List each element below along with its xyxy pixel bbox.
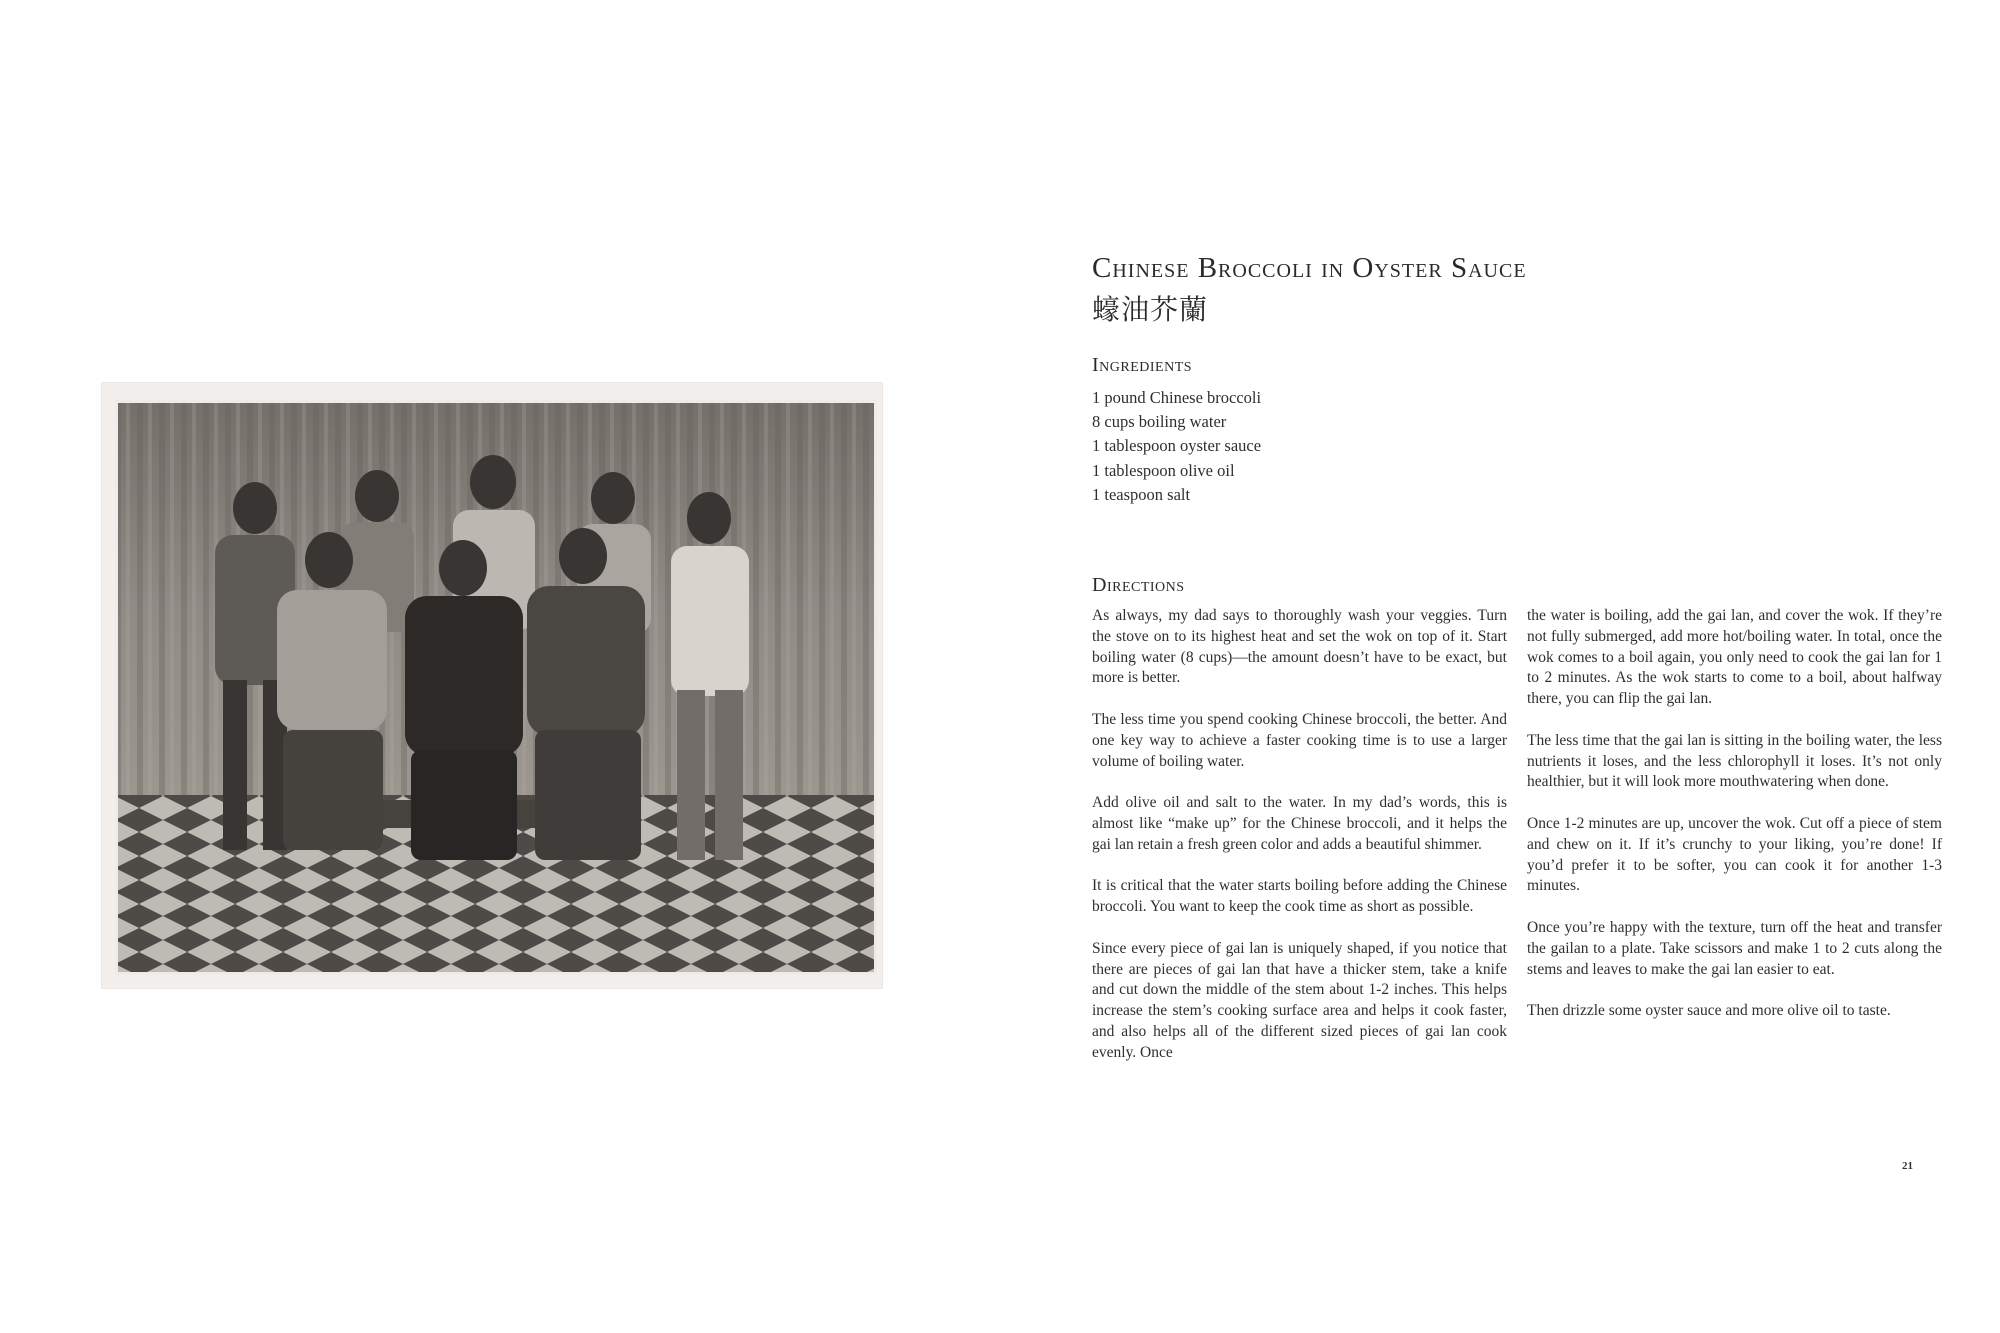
direction-paragraph: Once 1-2 minutes are up, uncover the wok. Cut off a piece of stem and chew on it. If it’s crunchy to your liking, you’re done! If you’d prefer it to be softer, you can cook it for another 1-3 minutes. bbox=[1527, 814, 1942, 895]
family-photo bbox=[101, 382, 883, 989]
direction-paragraph: Add olive oil and salt to the water. In my dad’s words, this is almost like “make up” for the Chinese broccoli, and it helps the gai lan retain a fresh green color and adds a beautiful shimmer. bbox=[1092, 794, 1507, 853]
directions-left-column bbox=[1092, 606, 1507, 1084]
direction-paragraph: As always, my dad says to thoroughly wash your veggies. Turn the stove on to its highest heat and set the wok on top of it. Start boiling water (8 cups)—the amount doesn’t have to be exact, but more is better. bbox=[1092, 607, 1507, 687]
recipe-title: Chinese Broccoli in Oyster Sauce bbox=[1092, 252, 1527, 284]
direction-paragraph: The less time that the gai lan is sitting in the boiling water, the less nutrients it loses, and the less chlorophyll it loses. It’s not only healthier, but it will look more mouthwatering when done. bbox=[1527, 731, 1942, 791]
ingredient-item: 1 pound Chinese broccoli bbox=[1092, 388, 1262, 407]
direction-paragraph: the water is boiling, add the gai lan, and cover the wok. If they’re not fully submerged, add more hot/boiling water. In total, once the wok comes to a boil again, you only need to cook the gai lan for 1 to 2 minutes. As the wok starts to come to a boil, about halfway there, you can flip the gai lan. bbox=[1527, 607, 1942, 708]
page-number: 21 bbox=[1902, 1160, 1913, 1172]
recipe-title-chinese: 蠔油芥蘭 bbox=[1092, 293, 1209, 326]
ingredients-list bbox=[1092, 386, 1261, 507]
directions-right-column bbox=[1527, 606, 1942, 1043]
ingredients-heading: Ingredients bbox=[1092, 354, 1193, 376]
directions-heading: Directions bbox=[1092, 574, 1185, 596]
direction-paragraph: Since every piece of gai lan is uniquely shaped, if you notice that there are pieces of gai lan that have a thicker stem, take a knife and cut down the middle of the stem about 1-2 inches. This helps increase the stem’s cooking surface area and helps it cook faster, and also helps all of the different sized pieces of gai lan cook evenly. Once bbox=[1092, 939, 1507, 1061]
direction-paragraph: It is critical that the water starts boiling before adding the Chinese broccoli. You want to keep the cook time as short as possible. bbox=[1092, 877, 1507, 916]
ingredient-item: 1 tablespoon oyster sauce bbox=[1092, 436, 1262, 456]
direction-paragraph: The less time you spend cooking Chinese broccoli, the better. And one key way to achieve a faster cooking time is to use a larger volume of boiling water. bbox=[1092, 710, 1507, 770]
ingredient-item: 1 tablespoon olive oil bbox=[1092, 460, 1235, 480]
family-portrait-photo bbox=[115, 400, 877, 975]
direction-paragraph: Once you’re happy with the texture, turn off the heat and transfer the gailan to a plate. Take scissors and make 1 to 2 cuts along the stems and leaves to make the gai lan easier to eat. bbox=[1527, 918, 1942, 978]
ingredient-item: 1 teaspoon salt bbox=[1092, 484, 1191, 504]
ingredient-item: 8 cups boiling water bbox=[1092, 412, 1227, 432]
direction-paragraph: Then drizzle some oyster sauce and more olive oil to taste. bbox=[1527, 1002, 1891, 1020]
